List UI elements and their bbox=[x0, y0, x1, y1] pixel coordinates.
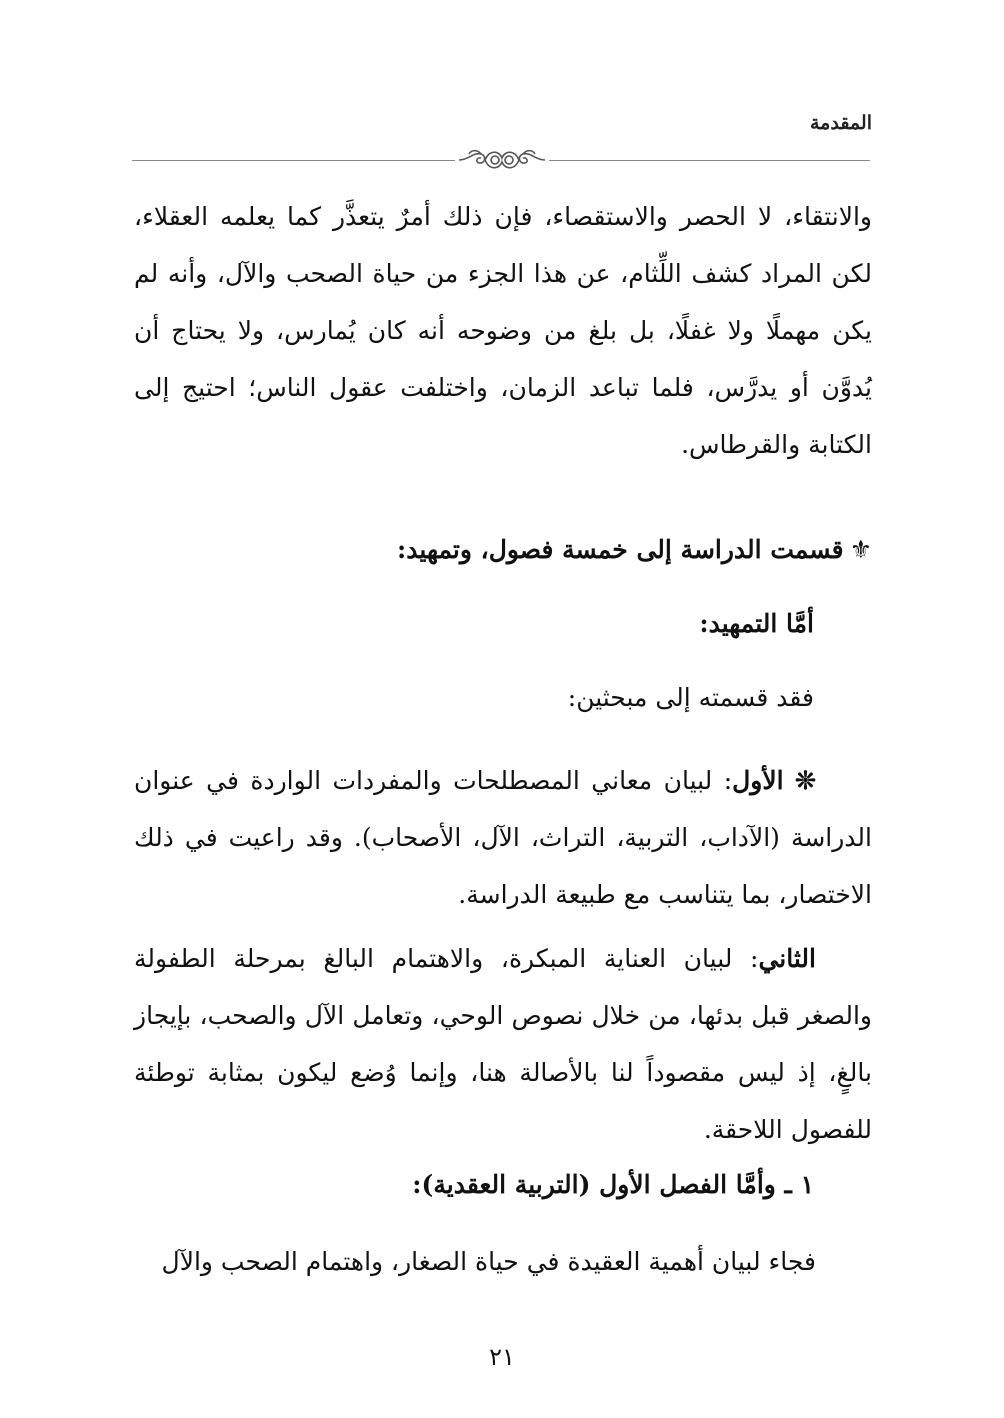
chapter1-heading: ١ ـ وأمَّا الفصل الأول (التربية العقدية): bbox=[412, 1170, 814, 1199]
sections-heading bbox=[134, 530, 872, 570]
chapter1-text: فجاء لبيان أهمية العقيدة في حياة الصغار، واهتمام الصحب والآل bbox=[161, 1247, 816, 1276]
running-header-title: المقدمة bbox=[809, 112, 872, 134]
fleur-bullet-icon: ⚜ bbox=[849, 535, 872, 564]
tamhid-heading: أمَّا التمهيد: bbox=[699, 609, 814, 638]
tamhid-split-line: فقد قسمته إلى مبحثين: bbox=[567, 683, 814, 712]
first-section-label: الأول bbox=[732, 766, 784, 795]
first-section-text: : لبيان معاني المصطلحات والمفردات الواردة في عنوان الدراسة (الآداب، التربية، التراث، الآل، الأصحاب). وقد راعيت في ذلك الاختصار، بما يتناسب مع طبيعة الدراسة. bbox=[134, 766, 872, 909]
page-number: ٢١ bbox=[489, 1343, 515, 1371]
asterism-bullet-icon: ❊ bbox=[795, 766, 816, 795]
sections-heading-text: قسمت الدراسة إلى خمسة فصول، وتمهيد: bbox=[397, 535, 844, 564]
second-section-text: : لبيان العناية المبكرة، والاهتمام البالغ بمرحلة الطفولة والصغر قبل بدئها، من خلال نصوص الوحي، وتعامل الآل والصحب، بإيجاز بالغٍ، إذ ليس مقصوداً لنا بالأصالة هنا، وإنما وُضع ليكون بمثابة توطئة للفصول اللاحقة. bbox=[134, 944, 872, 1144]
chapter1-paragraph bbox=[134, 1233, 872, 1290]
intro-paragraph: والانتقاء، لا الحصر والاستقصاء، فإن ذلك أمرٌ يتعذَّر كما يعلمه العقلاء، لكن المراد كشف اللِّثام، عن هذا الجزء من حياة الصحب والآل، وأنه لم يكن مهملًا ولا غفلًا، بل بلغ من وضوحه أنه كان يُمارس، ولا يحتاج أن يُدوَّن أو يدرَّس، فلما تباعد الزمان، واختلفت عقول الناس؛ احتيج إلى الكتابة والقرطاس. bbox=[134, 202, 872, 459]
second-section-label: الثاني bbox=[758, 944, 816, 973]
ornament-icon bbox=[455, 146, 549, 174]
first-section-paragraph bbox=[134, 752, 872, 923]
second-section-paragraph bbox=[134, 930, 872, 1158]
